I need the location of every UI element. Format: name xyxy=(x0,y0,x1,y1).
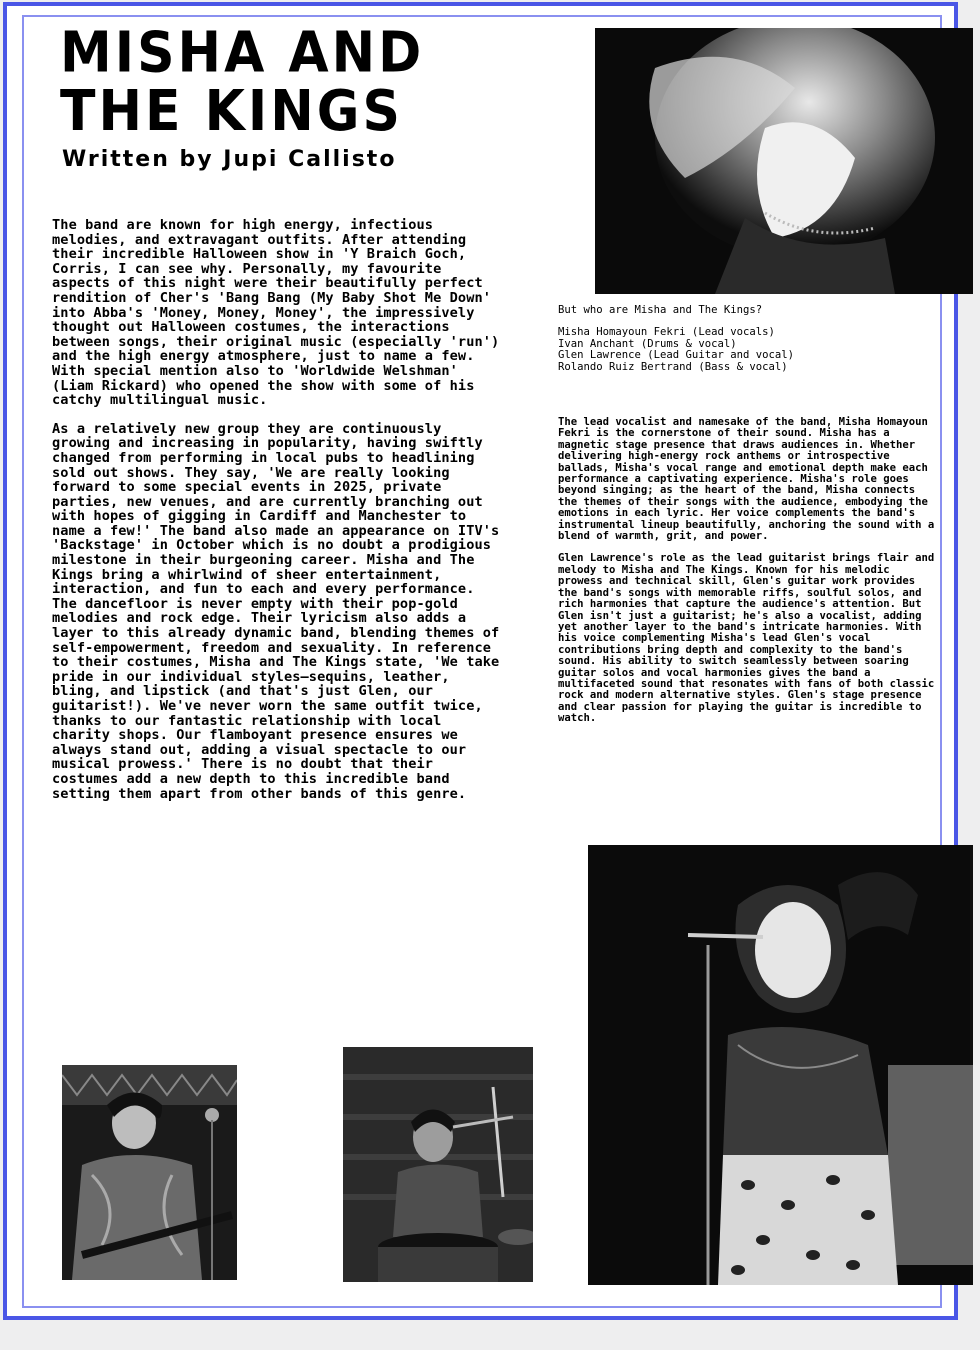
members-heading: But who are Misha and The Kings? xyxy=(558,304,763,316)
title-line-1: MISHA AND xyxy=(60,20,425,86)
drummer-image xyxy=(343,1047,533,1282)
member-item: Misha Homayoun Fekri (Lead vocals) xyxy=(558,326,775,339)
article-paragraph-1: The band are known for high energy, infectious melodies, and extravagant outfits. After attending their incredible Halloween show in 'Y Braich Goch, Corris, I can see why. Personally, my favourite aspects of this night were their beautifully perfect rendition of Cher's 'Bang Bang (My Baby Shot Me Down' into Abba's 'Money, Money, Money', the impressively thought out Halloween costumes, the interactions between songs, their original music (especially 'run') and the high energy atmosphere, just to name a few. With special mention also to 'Worldwide Welshman' (Liam Rickard) who opened the show with some of his catchy multilingual music. xyxy=(52,217,500,409)
article-title xyxy=(60,20,600,144)
singer-closeup-photo xyxy=(595,28,973,294)
title-line-2: THE KINGS xyxy=(60,79,403,144)
member-item: Rolando Ruiz Bertrand (Bass & vocal) xyxy=(558,360,788,373)
bassist-image xyxy=(62,1065,237,1280)
singer-closeup-image xyxy=(595,28,973,294)
band-members-section xyxy=(558,305,938,373)
bios-section xyxy=(558,417,938,736)
members-list xyxy=(558,327,938,373)
bio-misha: The lead vocalist and namesake of the band, Misha Homayoun Fekri is the cornerstone of their sound. Misha has a magnetic stage presence that draws audiences in. Whether delivering high-energy rock anthems or introspective ballads, Misha's vocal range and emotional depth make each performance a captivating experience. Misha's role goes beyond singing; as the heart of the band, Misha connects the themes of their songs with the audience, embodying the emotions in each lyric. Her voice complements the band's instrumental lineup beautifully, anchoring the sound with a blend of warmth, grit, and power. xyxy=(558,416,935,543)
singer-with-mic-image xyxy=(588,845,973,1285)
article-paragraph-2: As a relatively new group they are continuously growing and increasing in popularity, having swiftly changed from performing in local pubs to headlining sold out shows. They say, 'We are really looking forward to some special events in 2025, private parties, new venues, and are currently branching out with hopes of gigging in Cardiff and Manchester to name a few!' The band also made an appearance on ITV's 'Backstage' in October which is no doubt a prodigious milestone in their burgeoning career. Misha and The Kings bring a whirlwind of sheer entertainment, interaction, and fun to each and every performance. The dancefloor is never empty with their pop-gold melodies and rock edge. Their lyricism also adds a layer to this already dynamic band, blending themes of self-empowerment, freedom and sexuality. In reference to their costumes, Misha and The Kings state, 'We take pride in our individual styles—sequins, leather, bling, and lipstick (and that's just Glen, our guitarist!). We've never worn the same outfit twice, thanks to our fantastic relationship with local charity shops. Our flamboyant presence ensures we always stand out, adding a visual spectacle to our musical prowess.' There is no doubt that their costumes add a new depth to this incredible band setting them apart from other bands of this genre. xyxy=(52,420,500,802)
member-item: Ivan Anchant (Drums & vocal) xyxy=(558,337,737,350)
singer-with-mic-photo xyxy=(588,845,973,1285)
byline: Written by Jupi Callisto xyxy=(62,147,397,172)
drummer-photo xyxy=(343,1047,533,1282)
bio-glen: Glen Lawrence's role as the lead guitarist brings flair and melody to Misha and The Kings. Known for his melodic prowess and technical skill, Glen's guitar work provides the band's songs with memorable riffs, soulful solos, and rich harmonies that capture the audience's attention. But Glen isn't just a guitarist; he's also a vocalist, adding yet another layer to the band's intricate harmonies. With his voice complementing Misha's lead Glen's vocal contributions bring depth and complexity to the band's sound. His ability to switch seamlessly between soaring guitar solos and vocal harmonies gives the band a multifaceted sound that resonates with fans of both classic rock and modern alternative styles. Glen's stage presence and clear passion for playing the guitar is incredible to watch. xyxy=(558,552,935,725)
bassist-photo xyxy=(62,1065,237,1280)
article-body xyxy=(52,218,504,815)
member-item: Glen Lawrence (Lead Guitar and vocal) xyxy=(558,349,794,362)
